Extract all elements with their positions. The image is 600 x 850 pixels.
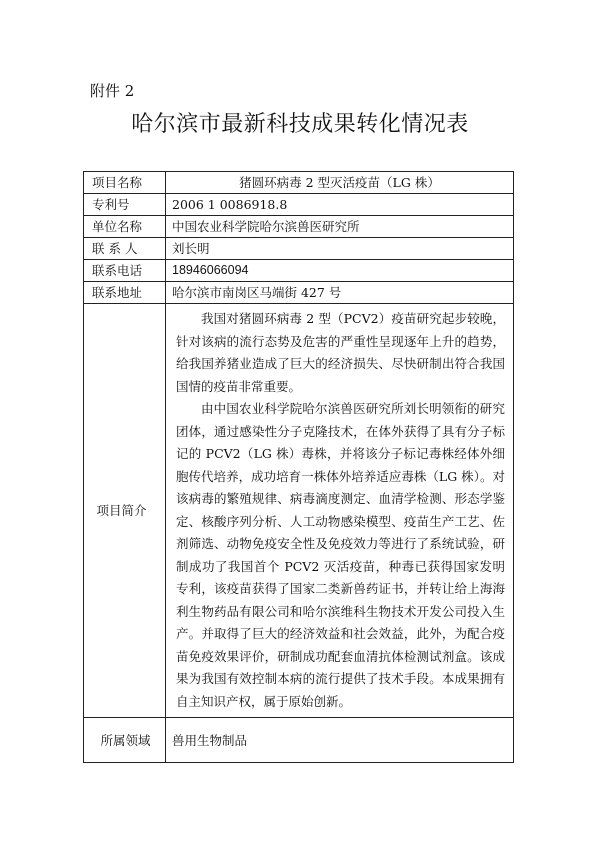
table-row: [84, 260, 514, 282]
table-row: [84, 172, 514, 194]
address-label: 联系地址: [84, 282, 166, 304]
field-label: 所属领域: [84, 718, 166, 763]
unit-name-label: 单位名称: [84, 216, 166, 238]
table-row: [84, 216, 514, 238]
page-title: 哈尔滨市最新科技成果转化情况表: [131, 112, 469, 137]
intro-content: [166, 304, 514, 718]
intro-paragraph-1: 我国对猪圆环病毒 2 型（PCV2）疫苗研究起步较晚，针对该病的流行态势及危害的严重性呈现逐年上升的趋势，给我国养猪业造成了巨大的经济损失、尽快研制出符合我国国情的疫苗非常重要。: [176, 311, 505, 394]
patent-no-label: 专利号: [84, 194, 166, 216]
phone-value: 18946066094: [166, 260, 514, 282]
field-value: 兽用生物制品: [166, 718, 514, 763]
table-row: [84, 194, 514, 216]
unit-name-value: 中国农业科学院哈尔滨兽医研究所: [166, 216, 514, 238]
patent-no-value: 2006 1 0086918.8: [166, 194, 514, 216]
table-row: [84, 238, 514, 260]
contact-value: 刘长明: [166, 238, 514, 260]
table-row: [84, 718, 514, 763]
info-table: [83, 171, 514, 763]
phone-label: 联系电话: [84, 260, 166, 282]
project-name-label: 项目名称: [84, 172, 166, 194]
intro-label: 项目简介: [84, 304, 166, 718]
table-row: [84, 282, 514, 304]
contact-label: 联 系 人: [84, 238, 166, 260]
intro-paragraph-2: 由中国农业科学院哈尔滨兽医研究所刘长明领衔的研究团体，通过感染性分子克隆技术，在体外获得了具有分子标记的 PCV2（LG 株）毒株，并将该分子标记毒株经体外细胞传代培养，成功培育一株体外培养适应毒株（LG 株）。对该病毒的繁殖规律、病毒滴度测定、血清学检测、形态学鉴定、核酸序列分析、人工动物感染模型、疫苗生产工艺、佐剂筛选、动物免疫安全性及免疫效力等进行了系统试验，研制成功了我国首个 PCV2 灭活疫苗，种毒已获得国家发明专利，该疫苗获得了国家二类新兽药证书，并转让给上海海利生物药品有限公司和哈尔滨维科生物技术开发公司投入生产。并取得了巨大的经济效益和社会效益，此外，为配合疫苗免疫效果评价，研制成功配套血清抗体检测试剂盒。该成果为我国有效控制本病的流行提供了技术手段。本成果拥有自主知识产权，属于原始创新。: [176, 401, 505, 709]
table-row: [84, 304, 514, 718]
attachment-label: 附件 2: [90, 82, 135, 100]
address-value: 哈尔滨市南岗区马端街 427 号: [166, 282, 514, 304]
project-name-value: 猪圆环病毒 2 型灭活疫苗（LG 株）: [166, 172, 514, 194]
